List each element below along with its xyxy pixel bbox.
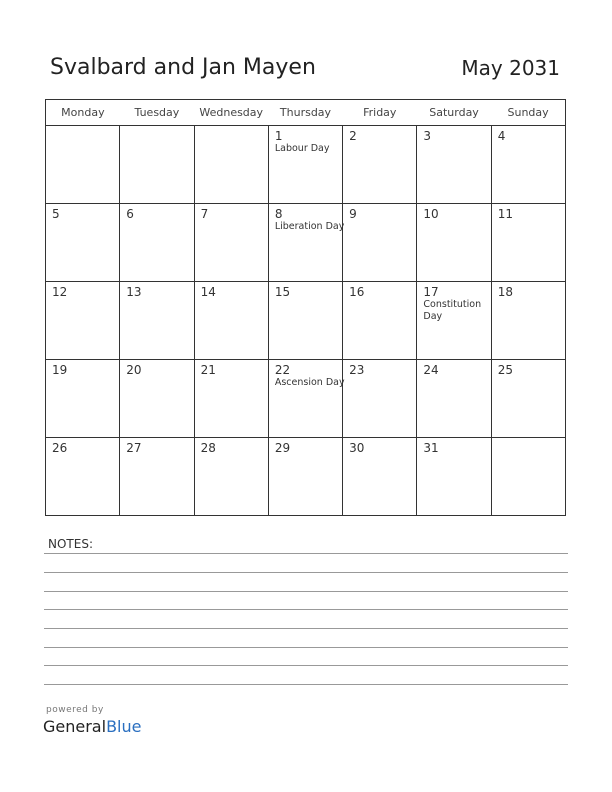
day-number: 11: [497, 207, 513, 221]
day-cell: [491, 126, 565, 204]
calendar-month: May 2031: [461, 56, 560, 80]
day-number: 10: [423, 207, 439, 221]
day-cell: [417, 282, 491, 360]
weekday-label: Friday: [343, 100, 417, 126]
day-number: 24: [423, 363, 439, 377]
weekday-label: Monday: [46, 100, 120, 126]
day-number: 7: [200, 207, 209, 221]
day-number: 15: [274, 285, 291, 299]
day-number: 22: [274, 363, 291, 377]
day-number: 19: [52, 363, 68, 377]
day-number: 31: [423, 441, 439, 455]
notes-line: [44, 591, 568, 592]
holiday-label: Constitution Day: [423, 299, 482, 322]
calendar-title: Svalbard and Jan Mayen: [50, 55, 316, 80]
day-cell: [46, 204, 120, 282]
day-number: 25: [497, 363, 513, 377]
day-number: 26: [52, 441, 68, 455]
notes-line: [44, 684, 568, 685]
day-number: 6: [126, 207, 134, 221]
day-number: 12: [52, 285, 68, 299]
day-number: 17: [423, 285, 439, 299]
day-number: 1: [274, 129, 283, 143]
notes-line: [44, 553, 568, 554]
day-cell: [194, 360, 268, 438]
day-cell: [491, 360, 565, 438]
day-cell: [343, 360, 417, 438]
day-cell: [417, 126, 491, 204]
holiday-label: Liberation Day: [274, 221, 345, 232]
week-row: [46, 204, 566, 282]
day-cell: [343, 204, 417, 282]
day-cell: [46, 126, 120, 204]
day-cell: [120, 126, 194, 204]
day-cell: [46, 438, 120, 516]
notes-line: [44, 572, 568, 573]
day-cell: [268, 360, 345, 438]
day-cell: [194, 282, 268, 360]
day-cell: [46, 360, 120, 438]
calendar-grid: [45, 99, 566, 516]
day-cell: [120, 282, 194, 360]
day-number: 21: [200, 363, 216, 377]
weekday-label: Tuesday: [120, 100, 194, 126]
notes-line: [44, 665, 568, 666]
day-number: 29: [274, 441, 291, 455]
week-row: [46, 360, 566, 438]
day-cell: [46, 282, 120, 360]
day-cell: [491, 204, 565, 282]
day-cell: [268, 282, 342, 360]
day-cell: [417, 360, 491, 438]
notes-line: [44, 628, 568, 629]
week-row: [46, 438, 566, 516]
day-number: 18: [497, 285, 513, 299]
day-cell: [194, 204, 268, 282]
day-cell: [417, 438, 491, 516]
day-cell: [417, 204, 491, 282]
weekday-label: Sunday: [491, 100, 565, 126]
weekday-label: Saturday: [417, 100, 491, 126]
day-number: 28: [200, 441, 216, 455]
day-cell: [268, 126, 342, 204]
holiday-label: Ascension Day: [274, 377, 345, 388]
powered-by-text: powered by: [46, 705, 104, 715]
holiday-label: Labour Day: [274, 143, 330, 154]
day-number: 8: [274, 207, 283, 221]
week-row: [46, 126, 566, 204]
notes-line: [44, 647, 568, 648]
day-number: 9: [349, 207, 357, 221]
brand-general: General: [43, 717, 107, 736]
week-row: [46, 282, 566, 360]
day-number: 27: [126, 441, 142, 455]
weekday-label: Wednesday: [194, 100, 268, 126]
day-cell: [194, 126, 268, 204]
brand-blue: Blue: [106, 717, 142, 736]
day-number: 14: [200, 285, 216, 299]
day-cell: [120, 204, 194, 282]
day-number: 3: [423, 129, 432, 143]
day-cell: [268, 204, 345, 282]
day-cell: [343, 126, 417, 204]
brand-logo: [43, 717, 141, 736]
day-cell: [343, 438, 417, 516]
notes-line: [44, 609, 568, 610]
day-number: 2: [349, 129, 357, 143]
day-number: 23: [349, 363, 365, 377]
weekday-header-row: [46, 100, 566, 126]
day-cell: [491, 282, 565, 360]
day-cell: [120, 360, 194, 438]
weekday-label: Thursday: [268, 100, 342, 126]
day-cell: [343, 282, 417, 360]
day-cell: [491, 438, 565, 516]
day-number: 30: [349, 441, 365, 455]
day-number: 16: [349, 285, 365, 299]
day-cell: [268, 438, 342, 516]
day-cell: [194, 438, 268, 516]
day-cell: [120, 438, 194, 516]
day-number: 4: [497, 129, 506, 143]
day-number: 13: [126, 285, 142, 299]
day-number: 20: [126, 363, 142, 377]
notes-label: NOTES:: [48, 537, 93, 551]
day-number: 5: [52, 207, 60, 221]
